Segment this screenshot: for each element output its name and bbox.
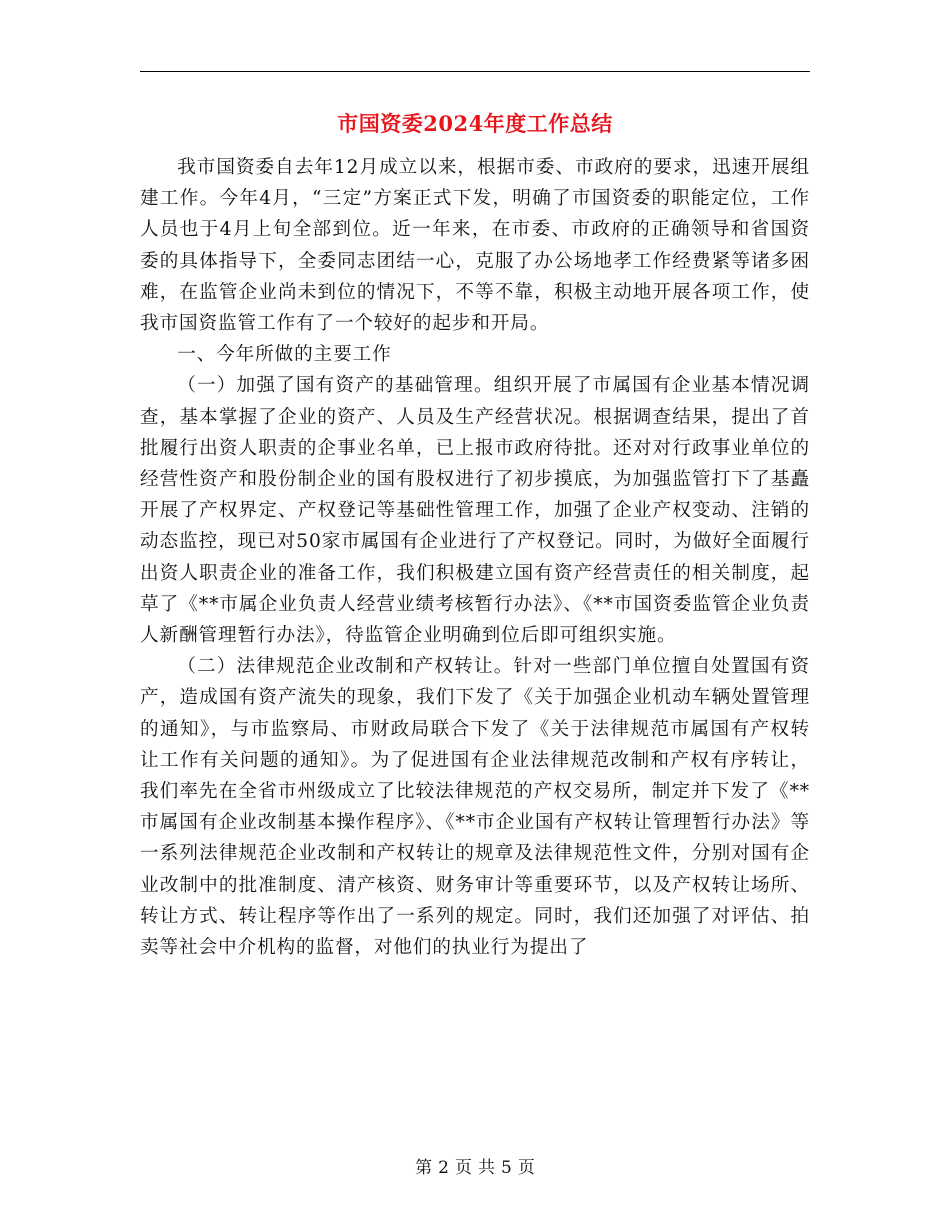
page-suffix: 页 [517, 1158, 535, 1178]
page-number: 2 [438, 1158, 449, 1178]
page-prefix: 第 [415, 1158, 433, 1178]
paragraph-restructuring: （二）法律规范企业改制和产权转让。针对一些部门单位擅自处置国有资产，造成国有资产流失的现象，我们下发了《关于加强企业机动车辆处置管理的通知》，与市监察局、市财政局联合下发了《关于法律规范市属国有产权转让工作有关问题的通知》。为了促进国有企业法律规范改制和产权有序转让，我们率先在全省市州级成立了比较法律规范的产权交易所，制定并下发了《**市属国有企业改制基本操作程序》、《**市企业国有产权转让管理暂行办法》等一系列法律规范企业改制和产权转让的规章及法律规范性文件，分别对国有企业改制中的批准制度、清产核资、财务审计等重要环节，以及产权转让场所、转让方式、转让程序等作出了一系列的规定。同时，我们还加强了对评估、拍卖等社会中介机构的监督，对他们的执业行为提出了 [140, 656, 810, 959]
page-total-prefix: 共 [478, 1158, 495, 1178]
paragraph-intro: 我市国资委自去年12月成立以来，根据市委、市政府的要求，迅速开展组建工作。今年4月，“三定”方案正式下发，明确了市国资委的职能定位，工作人员也于4月上旬全部到位。近一年来，在市委、市政府的正确领导和省国资委的具体指导下，全委同志团结一心，克服了办公场地孝工作经费紧等诸多困难，在监管企业尚未到位的情况下，不等不靠，积极主动地开展各项工作，使我市国资监管工作有了一个较好的起步和开局。 [140, 157, 810, 335]
paragraph-asset-management: （一）加强了国有资产的基础管理。组织开展了市属国有企业基本情况调查，基本掌握了企业的资产、人员及生产经营状况。根据调查结果，提出了首批履行出资人职责的企事业名单，已上报市政府待批。还对对行政事业单位的经营性资产和股份制企业的国有股权进行了初步摸底，为加强监管打下了基矗开展了产权界定、产权登记等基础性管理工作，加强了企业产权变动、注销的动态监控，现已对50家市属国有企业进行了产权登记。同时，为做好全面履行出资人职责企业的准备工作，我们积极建立国有资产经营责任的相关制度，起草了《**市属企业负责人经营业绩考核暂行办法》、《**市国资委监管企业负责人新酬管理暂行办法》，待监管企业明确到位后即可组织实施。 [140, 375, 810, 647]
header-rule [140, 71, 810, 72]
page-footer [0, 1153, 950, 1178]
section-heading: 一、今年所做的主要工作 [177, 344, 392, 366]
page-mid: 页 [455, 1158, 472, 1178]
document-title: 市国资委2024年度工作总结 [337, 111, 613, 136]
document-body [140, 152, 810, 963]
page-total: 5 [501, 1158, 512, 1178]
